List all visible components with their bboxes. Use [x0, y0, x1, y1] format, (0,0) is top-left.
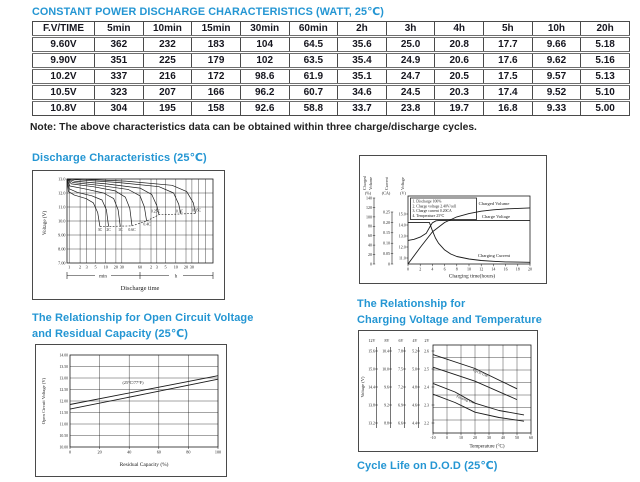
svg-text:60: 60 — [368, 233, 372, 239]
svg-text:Cycle Use: Cycle Use — [472, 368, 489, 379]
svg-text:11.00: 11.00 — [59, 422, 68, 427]
svg-text:Charging Current: Charging Current — [477, 253, 511, 258]
table-cell: 20.3 — [435, 85, 484, 101]
svg-text:Charge Voltage: Charge Voltage — [481, 214, 511, 219]
table-cell: 9.33 — [532, 101, 581, 116]
svg-text:6V: 6V — [398, 338, 404, 343]
table-row — [33, 53, 630, 69]
svg-text:(25℃/77°F): (25℃/77°F) — [122, 380, 144, 385]
table-row — [33, 101, 630, 116]
column-header: 10h — [532, 22, 581, 37]
table-cell: 304 — [95, 101, 144, 116]
svg-text:0.20: 0.20 — [383, 219, 390, 225]
svg-text:6.6: 6.6 — [398, 421, 403, 426]
svg-text:0.25: 0.25 — [383, 209, 390, 215]
discharge-characteristics-chart — [32, 170, 225, 300]
table-cell: 323 — [95, 85, 144, 101]
table-cell: 5.18 — [581, 37, 630, 53]
page-title: CONSTANT POWER DISCHARGE CHARACTERISTICS (WATT, 25℃) — [32, 6, 384, 18]
table-cell: 351 — [95, 53, 144, 69]
svg-text:2.3: 2.3 — [424, 403, 429, 408]
svg-text:7.2: 7.2 — [398, 385, 403, 390]
svg-text:0: 0 — [407, 266, 409, 272]
column-header: 30min — [240, 22, 289, 37]
cvt-chart-title-line2: Charging Voltage and Temperature — [357, 313, 542, 326]
svg-text:13.8: 13.8 — [368, 403, 375, 408]
svg-text:18: 18 — [515, 266, 520, 272]
svg-text:14.0: 14.0 — [398, 222, 406, 228]
svg-text:2.2: 2.2 — [424, 421, 429, 426]
table-cell: 24.5 — [386, 85, 435, 101]
svg-text:0.1C: 0.1C — [175, 209, 184, 214]
svg-text:40: 40 — [127, 449, 132, 455]
svg-text:Open Circuit Voltage (V): Open Circuit Voltage (V) — [41, 377, 46, 425]
table-cell: 19.7 — [435, 101, 484, 116]
svg-text:2. Charge voltage 2.40V/cell: 2. Charge voltage 2.40V/cell — [412, 204, 457, 209]
cvt-chart-title-line1: The Relationship for — [357, 298, 466, 310]
svg-text:80: 80 — [186, 449, 191, 455]
svg-text:12.50: 12.50 — [59, 387, 68, 392]
constant-power-discharge-table — [32, 21, 630, 116]
row-header-final-voltage: 10.5V — [33, 85, 95, 101]
table-cell: 5.16 — [581, 53, 630, 69]
svg-text:30: 30 — [189, 264, 194, 270]
svg-text:2: 2 — [419, 266, 422, 272]
svg-text:8V: 8V — [384, 338, 390, 343]
svg-text:(%): (%) — [364, 190, 372, 196]
table-row — [33, 85, 630, 101]
svg-text:10: 10 — [103, 264, 108, 270]
svg-text:Voltage (V): Voltage (V) — [360, 376, 365, 398]
table-cell: 60.7 — [289, 85, 338, 101]
table-cell: 172 — [192, 69, 241, 85]
table-cell: 58.8 — [289, 101, 338, 116]
svg-text:min: min — [99, 274, 107, 280]
table-cell: 23.8 — [386, 101, 435, 116]
svg-text:20: 20 — [473, 435, 477, 440]
svg-text:13.2: 13.2 — [368, 421, 375, 426]
svg-text:Current: Current — [384, 177, 389, 190]
svg-text:60: 60 — [529, 435, 533, 440]
ocv-residual-capacity-chart — [35, 344, 227, 477]
svg-text:0: 0 — [446, 435, 448, 440]
svg-text:Charged Volume: Charged Volume — [478, 201, 510, 206]
svg-text:2.4: 2.4 — [424, 385, 429, 390]
table-cell: 5.13 — [581, 69, 630, 85]
svg-text:5: 5 — [164, 264, 167, 270]
svg-text:10.4: 10.4 — [382, 349, 389, 354]
table-cell: 102 — [240, 53, 289, 69]
svg-text:7.8: 7.8 — [398, 349, 403, 354]
svg-text:11.0: 11.0 — [58, 204, 66, 210]
table-cell: 158 — [192, 101, 241, 116]
svg-text:11.50: 11.50 — [59, 410, 68, 415]
table-cell: 61.9 — [289, 69, 338, 85]
svg-text:2: 2 — [79, 264, 82, 270]
svg-text:0.05C: 0.05C — [191, 208, 202, 213]
svg-text:Charging time(hours): Charging time(hours) — [448, 273, 496, 280]
svg-text:12.00: 12.00 — [59, 399, 68, 404]
svg-text:0: 0 — [68, 449, 72, 455]
svg-text:6.9: 6.9 — [398, 403, 403, 408]
svg-text:0.15: 0.15 — [383, 230, 390, 236]
ocv-chart-title-line2: and Residual Capacity (25℃) — [32, 327, 189, 340]
svg-text:0.25C: 0.25C — [150, 209, 161, 214]
svg-text:(V): (V) — [400, 190, 406, 196]
svg-text:13.00: 13.00 — [59, 376, 68, 381]
ocv-chart-canvas — [36, 345, 226, 476]
svg-text:30: 30 — [487, 435, 491, 440]
svg-text:2V: 2V — [424, 338, 430, 343]
svg-text:10.0: 10.0 — [382, 367, 389, 372]
svg-text:4.8: 4.8 — [412, 385, 417, 390]
column-header: 5min — [95, 22, 144, 37]
table-cell: 17.7 — [484, 37, 533, 53]
svg-text:10.00: 10.00 — [59, 445, 68, 450]
charging-chart-canvas — [360, 156, 546, 283]
table-cell: 195 — [143, 101, 192, 116]
svg-text:3: 3 — [155, 264, 158, 270]
ocv-chart-title-line1: The Relationship for Open Circuit Voltage — [32, 312, 254, 324]
svg-text:12V: 12V — [368, 338, 376, 343]
svg-text:Residual Capacity (%): Residual Capacity (%) — [119, 462, 169, 468]
svg-text:3C: 3C — [97, 228, 103, 232]
table-row — [33, 37, 630, 53]
table-cell: 179 — [192, 53, 241, 69]
svg-text:10.0: 10.0 — [58, 218, 66, 224]
table-cell: 225 — [143, 53, 192, 69]
column-header: 15min — [192, 22, 241, 37]
discharge-chart-title: Discharge Characteristics (25℃) — [32, 152, 207, 164]
table-cell: 207 — [143, 85, 192, 101]
table-cell: 17.5 — [484, 69, 533, 85]
svg-text:10.50: 10.50 — [59, 433, 68, 438]
svg-text:3. Charge current 0.20CA: 3. Charge current 0.20CA — [412, 209, 452, 214]
ocv-chart-title — [32, 311, 253, 342]
svg-text:4. Temperature 25℃: 4. Temperature 25℃ — [412, 213, 445, 218]
svg-text:15.0: 15.0 — [368, 367, 375, 372]
svg-text:100: 100 — [214, 449, 222, 455]
svg-text:10: 10 — [173, 264, 178, 270]
column-header: 60min — [289, 22, 338, 37]
table-cell: 9.52 — [532, 85, 581, 101]
svg-text:1: 1 — [68, 264, 71, 270]
table-cell: 9.57 — [532, 69, 581, 85]
svg-text:40: 40 — [501, 435, 505, 440]
svg-text:15.0: 15.0 — [398, 211, 406, 217]
svg-text:0: 0 — [388, 261, 390, 267]
svg-text:10: 10 — [459, 435, 463, 440]
svg-text:16: 16 — [503, 266, 508, 272]
row-header-final-voltage: 10.2V — [33, 69, 95, 85]
table-cell: 16.8 — [484, 101, 533, 116]
svg-text:8.00: 8.00 — [58, 246, 66, 252]
svg-text:Volume: Volume — [368, 177, 373, 190]
svg-text:13.0: 13.0 — [58, 176, 66, 182]
svg-text:20: 20 — [528, 266, 532, 272]
svg-text:40: 40 — [368, 242, 372, 248]
svg-text:2.5: 2.5 — [424, 367, 429, 372]
table-row — [33, 69, 630, 85]
table-cell: 98.6 — [240, 69, 289, 85]
table-cell: 337 — [95, 69, 144, 85]
svg-text:15.6: 15.6 — [368, 349, 375, 354]
svg-text:12: 12 — [479, 266, 484, 272]
svg-text:20: 20 — [97, 449, 102, 455]
svg-text:9.6: 9.6 — [384, 385, 389, 390]
svg-text:0.6C: 0.6C — [128, 228, 136, 232]
cvt-chart-title — [357, 297, 542, 328]
svg-text:7.5: 7.5 — [398, 367, 403, 372]
discharge-table-head-row — [33, 22, 630, 37]
table-cell: 232 — [143, 37, 192, 53]
svg-text:60: 60 — [156, 449, 161, 455]
svg-text:30: 30 — [119, 264, 124, 270]
svg-text:Voltage (V): Voltage (V) — [42, 210, 48, 236]
svg-text:5.0: 5.0 — [412, 367, 417, 372]
svg-text:0.05: 0.05 — [383, 251, 390, 256]
svg-text:60: 60 — [137, 264, 143, 270]
table-cell: 17.4 — [484, 85, 533, 101]
svg-text:9.00: 9.00 — [58, 232, 66, 238]
table-cell: 5.10 — [581, 85, 630, 101]
column-header: F.V/TIME — [33, 22, 95, 37]
table-cell: 20.6 — [435, 53, 484, 69]
table-cell: 20.8 — [435, 37, 484, 53]
svg-text:0.4C: 0.4C — [143, 222, 151, 227]
svg-text:Floating Use: Floating Use — [455, 394, 475, 405]
table-cell: 24.7 — [386, 69, 435, 85]
charging-voltage-temperature-chart — [358, 330, 538, 452]
svg-text:4V: 4V — [412, 338, 418, 343]
table-cell: 35.6 — [338, 37, 387, 53]
svg-text:12.0: 12.0 — [58, 190, 66, 196]
column-header: 10min — [143, 22, 192, 37]
svg-text:120: 120 — [366, 204, 372, 210]
cycle-life-title: Cycle Life on D.O.D (25℃) — [357, 460, 498, 472]
svg-text:4.4: 4.4 — [412, 421, 417, 426]
discharge-table-body — [33, 37, 630, 116]
table-cell: 5.00 — [581, 101, 630, 116]
svg-text:4: 4 — [431, 266, 434, 272]
svg-text:5: 5 — [94, 264, 97, 270]
table-cell: 24.9 — [386, 53, 435, 69]
table-cell: 9.62 — [532, 53, 581, 69]
svg-text:9.2: 9.2 — [384, 403, 389, 408]
svg-text:12.0: 12.0 — [398, 244, 406, 250]
svg-text:14.4: 14.4 — [368, 385, 375, 390]
svg-text:6: 6 — [443, 266, 446, 272]
svg-text:(CA): (CA) — [381, 190, 391, 196]
svg-text:20: 20 — [368, 252, 372, 257]
svg-text:20: 20 — [113, 264, 118, 270]
svg-text:3: 3 — [85, 264, 88, 270]
table-cell: 33.7 — [338, 101, 387, 116]
table-cell: 96.2 — [240, 85, 289, 101]
svg-text:8: 8 — [455, 266, 458, 272]
svg-text:80: 80 — [368, 223, 372, 229]
svg-text:50: 50 — [515, 435, 519, 440]
svg-text:10: 10 — [467, 266, 471, 272]
table-cell: 35.4 — [338, 53, 387, 69]
table-cell: 17.6 — [484, 53, 533, 69]
svg-text:8.8: 8.8 — [384, 421, 389, 426]
svg-text:7.00: 7.00 — [58, 260, 66, 266]
table-cell: 166 — [192, 85, 241, 101]
charging-characteristics-chart — [359, 155, 547, 284]
svg-text:14: 14 — [491, 266, 496, 272]
table-cell: 63.5 — [289, 53, 338, 69]
svg-text:11.0: 11.0 — [398, 255, 406, 261]
table-cell: 92.6 — [240, 101, 289, 116]
svg-text:5.2: 5.2 — [412, 349, 417, 354]
svg-text:100: 100 — [366, 214, 372, 220]
svg-text:1C: 1C — [118, 228, 123, 232]
row-header-final-voltage: 9.60V — [33, 37, 95, 53]
svg-text:20: 20 — [183, 264, 189, 270]
table-note: Note: The above characteristics data can be obtained within three charge/discharge cycles. — [30, 122, 477, 133]
svg-text:Temperature (°C): Temperature (°C) — [469, 444, 505, 450]
table-cell: 34.6 — [338, 85, 387, 101]
svg-text:13.50: 13.50 — [59, 364, 68, 369]
cvt-chart-canvas — [359, 331, 537, 451]
column-header: 3h — [386, 22, 435, 37]
table-cell: 183 — [192, 37, 241, 53]
svg-text:14.00: 14.00 — [59, 353, 68, 358]
table-cell: 25.0 — [386, 37, 435, 53]
svg-text:h: h — [174, 274, 178, 280]
svg-text:0.10: 0.10 — [383, 240, 390, 246]
svg-text:140: 140 — [366, 195, 372, 201]
svg-text:-10: -10 — [430, 435, 436, 440]
svg-text:0: 0 — [370, 261, 372, 267]
table-cell: 216 — [143, 69, 192, 85]
table-cell: 104 — [240, 37, 289, 53]
svg-text:2: 2 — [149, 264, 153, 270]
discharge-chart-canvas — [33, 171, 224, 299]
column-header: 4h — [435, 22, 484, 37]
svg-text:4.6: 4.6 — [412, 403, 417, 408]
svg-text:1. Discharge 100%: 1. Discharge 100% — [412, 199, 442, 204]
svg-text:Charged: Charged — [362, 175, 367, 190]
svg-text:13.0: 13.0 — [398, 233, 406, 239]
table-cell: 9.66 — [532, 37, 581, 53]
table-cell: 35.1 — [338, 69, 387, 85]
svg-text:2.6: 2.6 — [424, 349, 429, 354]
column-header: 2h — [338, 22, 387, 37]
svg-text:2C: 2C — [106, 228, 111, 232]
table-cell: 20.5 — [435, 69, 484, 85]
svg-text:Voltage: Voltage — [400, 177, 405, 190]
row-header-final-voltage: 9.90V — [33, 53, 95, 69]
row-header-final-voltage: 10.8V — [33, 101, 95, 116]
table-cell: 362 — [95, 37, 144, 53]
column-header: 5h — [484, 22, 533, 37]
svg-text:Discharge time: Discharge time — [120, 285, 160, 292]
table-cell: 64.5 — [289, 37, 338, 53]
column-header: 20h — [581, 22, 630, 37]
